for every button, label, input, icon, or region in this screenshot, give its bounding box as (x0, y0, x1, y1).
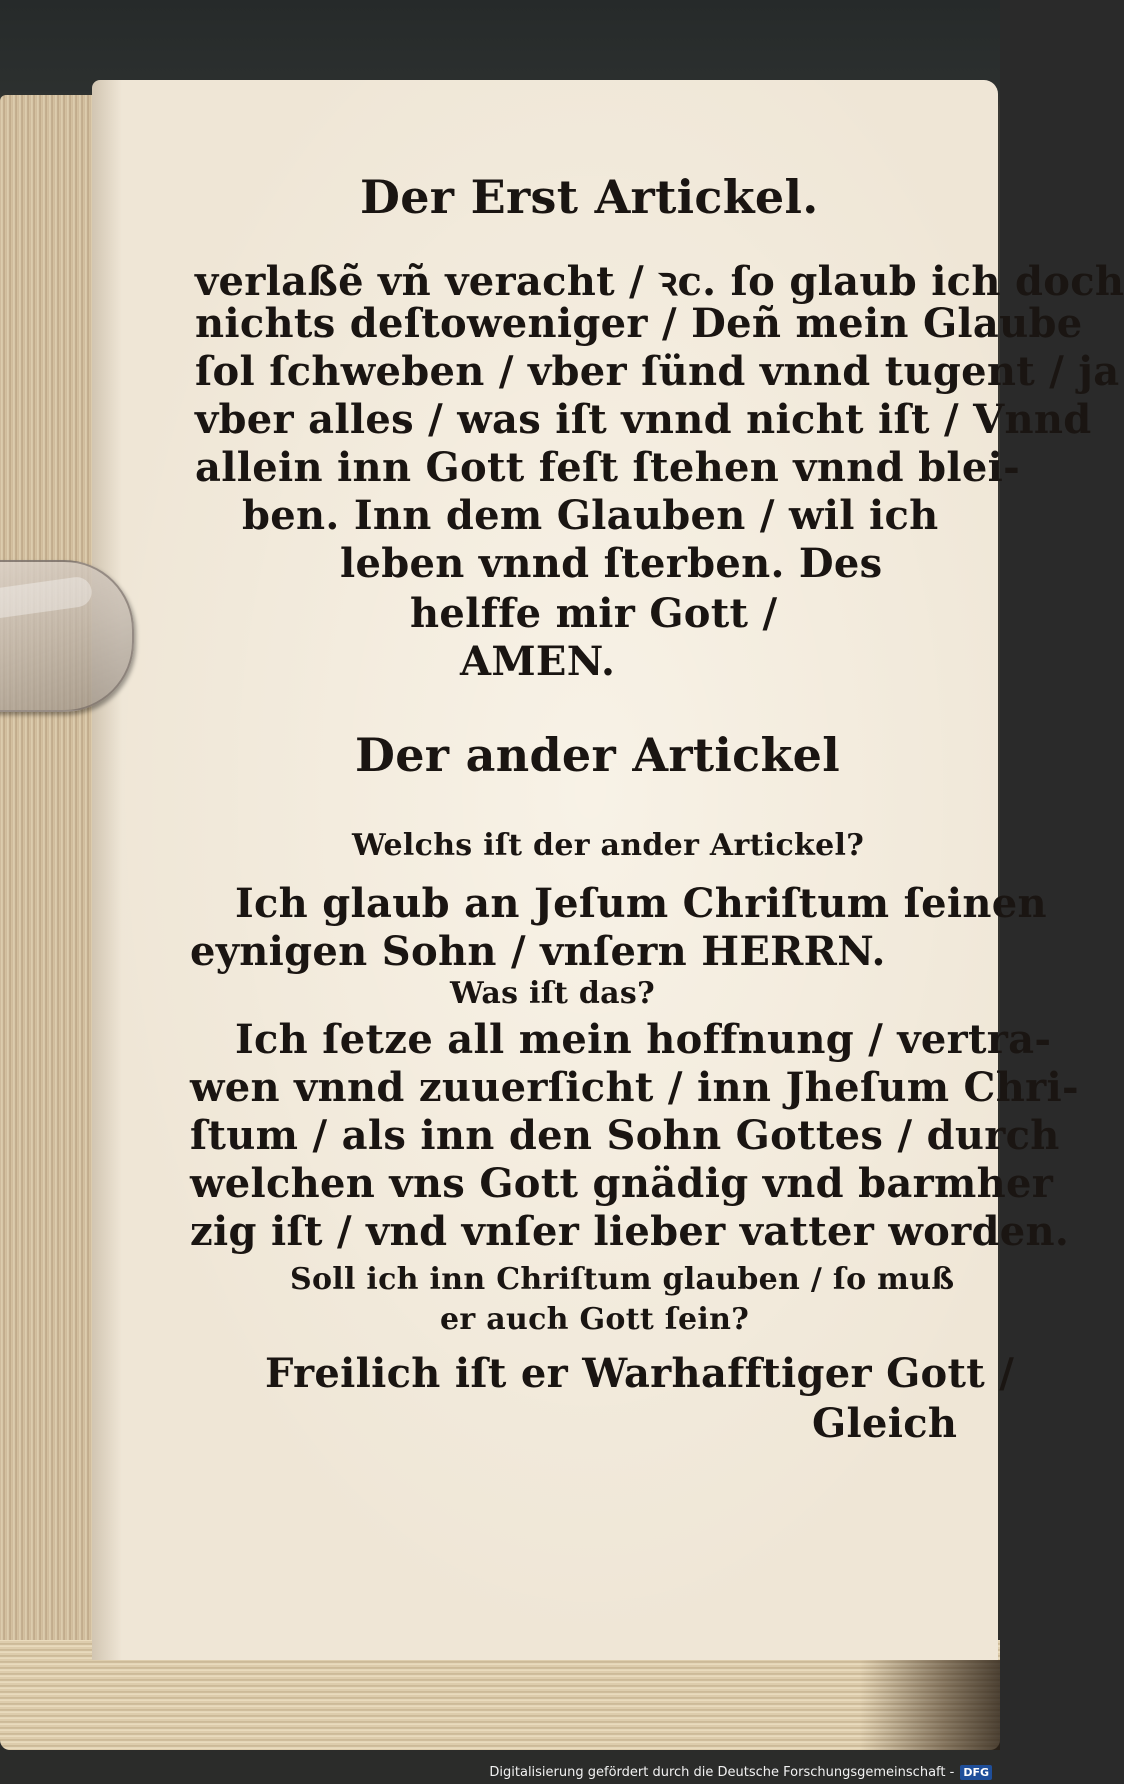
page-holder-clip (0, 560, 134, 712)
text-line: vber alles / was iſt vnnd nicht iſt / Vnnd (195, 396, 1092, 443)
question-line: Was iſt das? (450, 976, 655, 1011)
text-line: allein inn Gott feſt ſtehen vnnd blei- (195, 444, 1021, 491)
text-line: wen vnnd zuuerſicht / inn Jheſum Chri- (190, 1064, 1079, 1111)
question-line: er auch Gott ſein? (440, 1302, 750, 1337)
binding-shadow (860, 1660, 1000, 1750)
dfg-logo: DFG (960, 1765, 992, 1780)
text-line: ſol ſchweben / vber ſünd vnnd tugent / ja (195, 348, 1120, 395)
section-heading-first-article: Der Erst Artickel. (360, 170, 819, 224)
question-line: Welchs iſt der ander Artickel? (352, 828, 865, 863)
text-line: zig iſt / vnd vnſer lieber vatter worden. (190, 1208, 1070, 1255)
credit-text: Digitalisierung gefördert durch die Deutsche Forschungsgemeinschaft - (489, 1765, 955, 1780)
digitization-credit (489, 1765, 992, 1780)
section-heading-second-article: Der ander Artickel (355, 728, 841, 782)
text-line: leben vnnd ſterben. Des (340, 540, 883, 587)
text-line: welchen vns Gott gnädig vnd barmher (190, 1160, 1054, 1207)
holder-shine (0, 575, 94, 619)
text-line: ben. Inn dem Glauben / wil ich (242, 492, 939, 539)
catchword: Gleich (812, 1400, 958, 1447)
text-line: nichts deſtoweniger / Deñ mein Glaube (195, 300, 1083, 347)
text-line: Ich ſetze all mein hoffnung / vertra- (235, 1016, 1052, 1063)
question-line: Soll ich inn Chriſtum glauben / ſo muß (290, 1262, 955, 1297)
text-line: helffe mir Gott / (410, 590, 778, 637)
text-line: verlaßẽ vñ veracht / ꝛc. ſo glaub ich doch (195, 258, 1124, 305)
text-line: Freilich iſt er Warhafftiger Gott / (265, 1350, 1015, 1397)
text-line: eynigen Sohn / vnſern HERRN. (190, 928, 886, 975)
amen-line: AMEN. (460, 638, 616, 685)
text-line: Ich glaub an Jeſum Chriſtum ſeinen (235, 880, 1047, 927)
text-line: ſtum / als inn den Sohn Gottes / durch (190, 1112, 1060, 1159)
